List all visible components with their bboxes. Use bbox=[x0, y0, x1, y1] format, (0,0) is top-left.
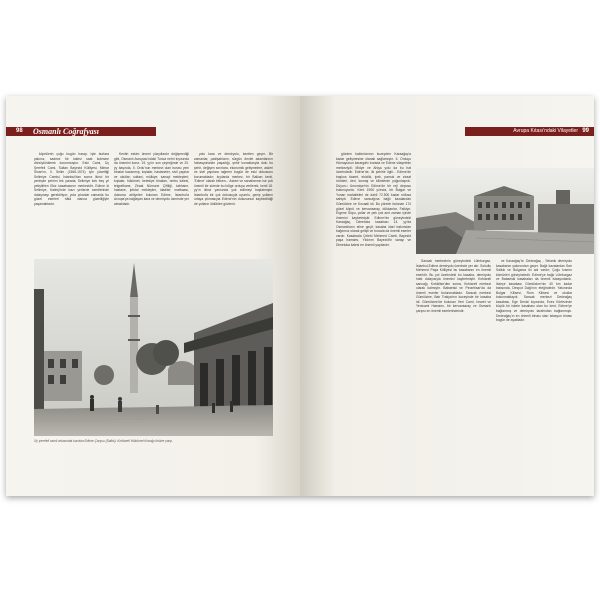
photo-caption: Üç şerefeli camii arkasında kurulan Edirne Çarşısı (Saltık). Kırklareli Hükümet Konağı önüne çarşı. bbox=[34, 439, 173, 443]
left-column-2: Kentin eskim önemi yüzyıllardır değişmediği gibi, Osmanlı Avrupası'ndaki Tunca nehri kıyısında da önemini korur. 19. yy'ın son çeyreğinde ve 20. yy başında, II. Ordu'nun merkezi olan burası yeni binalar kazanmış; kışlalar, hastaneler, sivil yapılar ve okullar; sultani, mülkiye, sanayi mektepleri; kışlalar, hükümet, belediye binaları, tımbu kalesi, telgrafhane, Ziraat Nümune Çiftliği, tabhane, hastane, iptidai mektepler, idadiler, matbaası, dokuma atölyeleri bulunan Edirne, İstanbul'a Avrupa'ya bağlayan kara ve demiryolu üzerinde yer almaktadır. bbox=[114, 152, 189, 207]
book-spread bbox=[6, 96, 594, 496]
book-title: Osmanlı Coğrafyası bbox=[33, 127, 100, 136]
right-column-2: Sancak merkezinin güneyindeki Lüleburgaz, İstanbul-Edirne demiryolu üzerinde yer alır. Sokullu Mehmed Paşa Külliyesi bu kasabanın en önemli eseridir. Bu yol üzerindeki bu kasaba, demiryolu hattı dolayısıyla önemini kaybetmiştir. Kırklareli sancağı, Kırkkilise'den sonra, Kırklareli merkezi olarak kalmıştır. Babaeski ve Pınarhisar'da da önemli eserler bulunmaktadır. Sancak merkezi Gümülcine, Batı Trakya'nın kuzeyinde bir kasaba idi. Gümülcine'de bulunan Yeni Cami, İmaret ve Yenicami Hamamı, bir kervansaray ve Osmanlı çarşısı en önemli eserlerindendir. bbox=[416, 259, 491, 314]
left-column-1: köprülerin çoğu bugün harap. İşte burlara yakınız, sadece bir kalesi saat kulesine dönüştürülerek korunmuştur. Eski Cami, Üç Şerefeli Cami, Sultan Bayezid Külliyesi, Mimar Sinan'ın, II. Selim (1566-1574) için yüceltiği Selimiye Camisi, İstanbul'dan sonra ikinci bir yerleşim şehrini tek yarada; Selimiye kırk beş yıl yetiştirilen Ekiz kasabasının merkezidir, Edirne ki Selimiye, Kaleiçi'nde bazı yerlerde semtlerinde dolaşmayı gerektiriyor; yola çıkanlar zamanla bu güzel eserleri hâlâ olanca güzelliğiyle yaşamaktadır. bbox=[34, 152, 109, 207]
historic-town-photo bbox=[416, 168, 594, 254]
right-column-1: gözden kaldırılarının kuzeyden Karaağaç'a kadar gelişmesine olanak sağlamıştır. II. Orduçu Hümayunun karargâhı burada ve Edirne vilayetinin merkeziydi; Midye ve Ahişa yolu da bu hat üzerindedir. Edirne'de, iki şehirle ilgili... Edirne'de başlıca ticaret, ekicilik, ipek, pamuk ve ziraat ürünleri, deri, kumaş ve kilimlerde yoğunlaşırdı. Düyun-ı Umumiye'nin Edirne'de bir reji deposu bulunuyordu. Kent 1906 yılında, bir Bulgar ve Yunan mahalleleri de dahil 72.500 kadar nüfusa sahipti. Edirne sancağına bağlı kazalardan Gümülcine ve Kırcaali idi. Bu yörede bulunan 174 güzel köprü ve kervansaray, dükkanlar, Faikiye, Ergene Süpu, yollar ve pek çok anıt zaman içinde önemini kaybetmiştir. Edirne'nin güneyindeki Karaağaç, Dimetoka kasabası 14. yy'da Osmanlıların eline geçti; kasaba idari bakımdan bağımsız olarak gelişti ve burada da önemli eserler vardır. Kasabada Çelebi Mehmed Camii, Bayezid paşa hamamı, Yıldırım Bayezid'in sarayı ve Dimetoka kalesi en önemli yapılardır. bbox=[336, 152, 411, 247]
right-page bbox=[300, 96, 594, 496]
left-page-number: 98 bbox=[16, 128, 23, 134]
right-column-3: ve Karaağaç'tır. Dedeağaç - Selanik demiryolu kasabanın yakınından geçer. Bağlı kazalardan Sarı Saltuk ve Bulgarca iki adı vardır; Çoğu kısmın kömürleri güneyindedir. Edirne'ye bağlı Lüleburgaz ve Babaeski kasabaları da önemli istasyonlardı. İskeçe kasabası Gümülcine'nin 40 km kadar batısında, Despot Dağı'nın eteğindedir. Yakınında Bulgar Kilisesi, Rum Kilisesi ve okullar bulunmaktaydı. Sancak merkezi Dedeağaç kasabası, Ege Denizi kıyısında, Enez Körfezinde küçük bir iskele kasabası olan bu kent, Edirne'ye bağlanmış ve demiryolu tarafından bağlanmıştı. Dedeağaç'ın en önemli binası olan istasyon binası bugün de ayaktadır. bbox=[496, 259, 572, 323]
chapter-title: Avrupa Kıtası'ndaki Vilayetler bbox=[513, 128, 578, 134]
left-column-3: yolu kara ve demiryolu, kentten geçer. Bir zamanlar, padişahların, sürgün devlet adamlarının hahasyoisinde yaşadığı, şehir konaklarıyla dolu bu şehir, değişen sınırlara, ekonomik gelişmelere, askeri ve sivil yapılara rağmen bugün de eski dokusunu korumaktadır; kıyılarda merkez, bir Balkan kenti, 'Edirne' olarak bilinen... Askeri ve sanatlarının ise çok önemli bir sürede bu bölge orduya verilerek, kenti 18. yy'ın ikinci yarısında yok edilmeyi başlatmıştır. İstanbul'a bir çok dokusuyla uyumlu, geniş yolların ortaya çıkmasıyla Edirne'nin dokusunun kaybedildiği de yolların öldükleri gözlenir. bbox=[194, 152, 273, 207]
left-running-header bbox=[6, 127, 156, 136]
right-running-header bbox=[465, 127, 594, 136]
right-page-number: 99 bbox=[582, 128, 589, 134]
left-page bbox=[6, 96, 300, 496]
historic-street-photo bbox=[34, 259, 273, 436]
